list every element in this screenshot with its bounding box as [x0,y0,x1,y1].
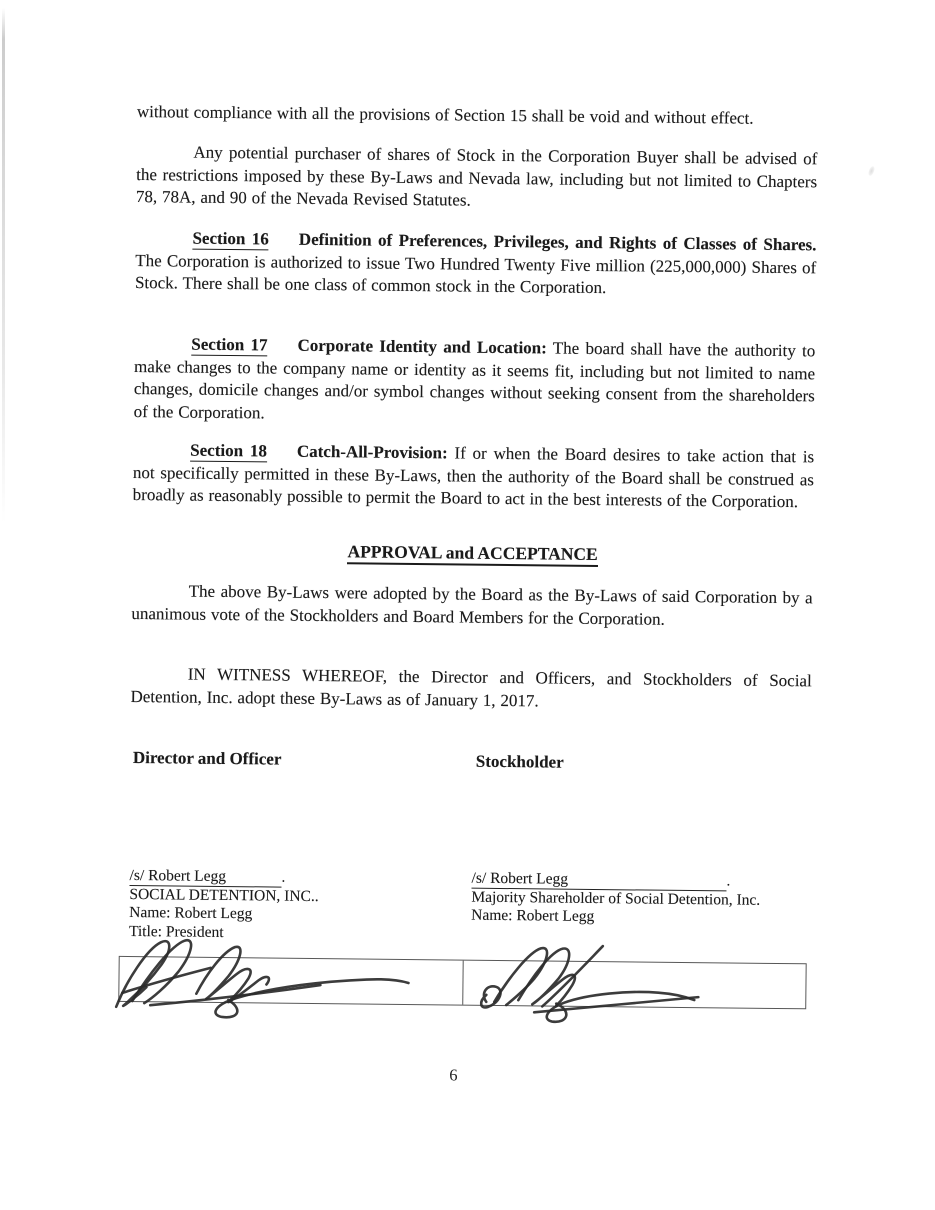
stockholder-line-period: . [726,873,731,890]
section-17-body: The board shall have the authority to make changes to the company name or identity as it seems fit, including but not limited to name changes, domicile changes and/or symbol changes without seeking consent from the shareholders of the Corporation. [133,338,816,423]
director-officer-heading: Director and Officer [132,747,282,769]
stockholder-name-line: Name: Robert Legg [471,907,595,926]
purchaser-paragraph-block [136,141,818,216]
section-18-label: Section 18 [190,440,268,461]
stockholder-signature-name: /s/ Robert Legg [471,870,726,892]
section-17-paragraph [134,333,816,431]
section-16-body: The Corporation is authorized to issue Two Hundred Twenty Five million (225,000,000) Shares of Stock. There shall be one class of common stock in the Corporation. [134,250,817,298]
director-handwritten-signature [108,933,429,1024]
witness-paragraph: IN WITNESS WHEREOF, the Director and Officers, and Stockholders of Social Detention, Inc. adopt these By-Laws as of January 1, 2017. [130,664,812,710]
director-title-line: Title: President [128,922,224,941]
director-signature-line [129,867,318,888]
section-18-block [133,439,815,514]
approval-heading [132,539,813,567]
section-16-block [135,227,817,302]
signature-box-divider [462,961,464,1005]
adoption-paragraph: The above By-Laws were adopted by the Board as the By-Laws of said Corporation by a unanimous vote of the Stockholders and Board Members for the Corporation. [131,581,813,629]
director-signature-block [129,867,319,943]
director-line-period: . [281,869,286,886]
continuation-paragraph-block [137,101,818,131]
stockholder-heading: Stockholder [475,751,564,772]
adoption-paragraph-block [131,580,812,633]
stockholder-entity: Majority Shareholder of Social Detention, Inc. [471,888,761,909]
stockholder-signature-block [471,870,760,929]
section-18-title: Catch-All-Provision: [296,441,448,463]
director-signature-name: /s/ Robert Legg [129,867,281,888]
witness-paragraph-block [130,663,811,716]
director-entity: SOCIAL DETENTION, INC.. [129,886,319,906]
purchaser-paragraph: Any potential purchaser of shares of Stock in the Corporation Buyer shall be advised of the restrictions imposed by these By-Laws and Nevada law, including but not limited to Chapters 78, 78A, and 90 of the Nevada Revised Statutes. [135,142,818,210]
approval-heading-block [132,539,813,567]
section-17-block [134,333,816,431]
section-18-paragraph [133,439,815,514]
section-17-title: Corporate Identity and Location: [297,335,547,358]
section-16-paragraph [135,227,817,302]
page-number: 6 [449,1065,458,1085]
stockholder-handwritten-signature [476,940,733,1031]
section-16-label: Section 16 [192,228,269,249]
section-17-label: Section 17 [191,334,268,355]
director-name-line: Name: Robert Legg [129,904,253,923]
approval-heading-text: APPROVAL and ACCEPTANCE [347,541,597,567]
continuation-paragraph: without compliance with all the provisions of Section 15 shall be void and without effect. [136,101,754,128]
section-16-title: Definition of Preferences, Privileges, and Rights of Classes of Shares. [298,229,817,255]
section-18-body: If or when the Board desires to take action that is not specifically permitted in these By-Laws, then the authority of the Board shall be construed as broadly as reasonably possible to permit the Board to act in the best interests of the Corporation. [132,443,815,512]
